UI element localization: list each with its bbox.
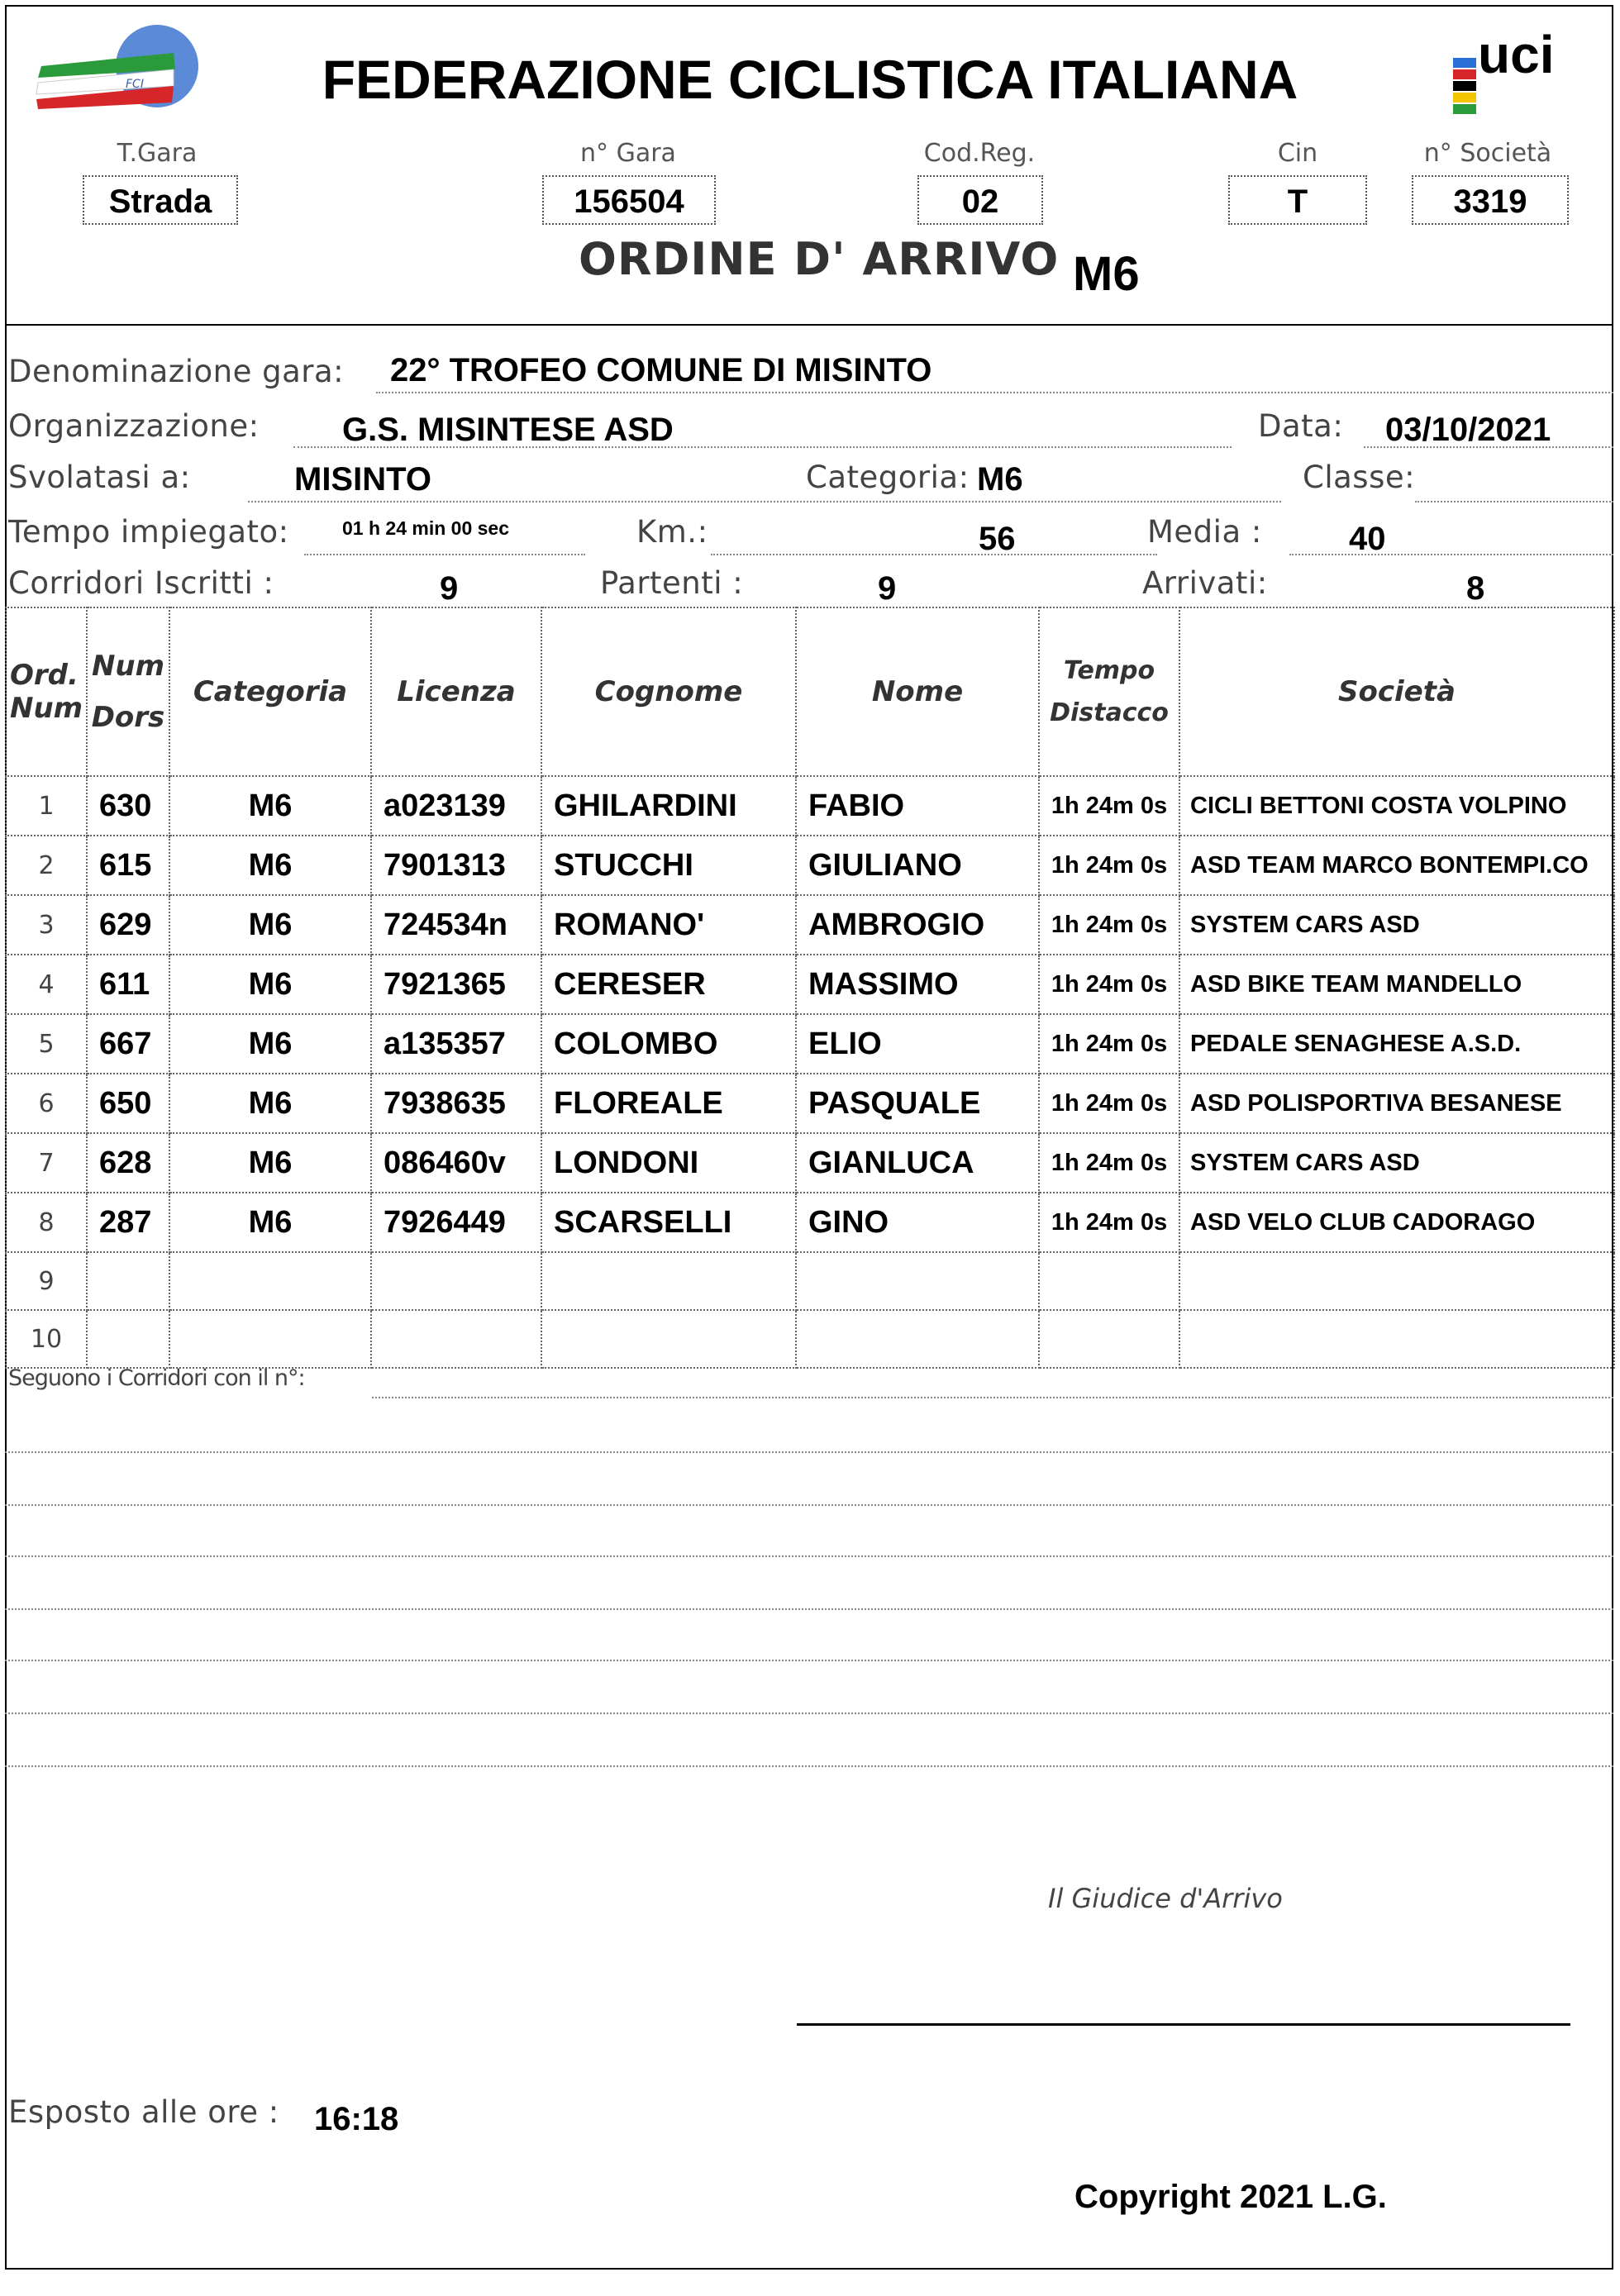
iscritti-label: Corridori Iscritti : bbox=[8, 565, 274, 601]
iscritti-value: 9 bbox=[440, 570, 459, 607]
data-label: Data: bbox=[1258, 408, 1344, 444]
km-line bbox=[711, 554, 1157, 555]
esposto-value: 16:18 bbox=[314, 2101, 399, 2137]
row-cognome-cell bbox=[541, 1310, 796, 1368]
esposto-label: Esposto alle ore : bbox=[8, 2094, 279, 2130]
svolatasi-value: MISINTO bbox=[294, 461, 431, 498]
seguono-line-6 bbox=[5, 1660, 1613, 1661]
row-categoria-cell bbox=[169, 1310, 371, 1368]
n-societa-label: n° Società bbox=[1423, 139, 1552, 168]
page-title: FEDERAZIONE CICLISTICA ITALIANA bbox=[322, 49, 1298, 110]
partenti-label: Partenti : bbox=[600, 565, 744, 601]
row-tempo-cell: 1h 24m 0s bbox=[1039, 1193, 1179, 1252]
n-societa-value: 3319 bbox=[1412, 175, 1569, 225]
row-nome-cell: AMBROGIO bbox=[796, 895, 1039, 955]
media-label: Media : bbox=[1147, 514, 1262, 550]
row-num-cell: 650 bbox=[87, 1074, 169, 1133]
row-societa-cell: SYSTEM CARS ASD bbox=[1179, 1133, 1614, 1193]
table-row bbox=[6, 895, 1614, 955]
row-categoria-cell: M6 bbox=[169, 1074, 371, 1133]
seguono-label: Seguono i Corridori con il n°: bbox=[8, 1365, 305, 1391]
denominazione-label: Denominazione gara: bbox=[8, 354, 345, 389]
row-licenza-cell: a023139 bbox=[371, 776, 541, 836]
row-categoria-cell: M6 bbox=[169, 955, 371, 1014]
denominazione-value: 22° TROFEO COMUNE DI MISINTO bbox=[390, 352, 932, 388]
header-societa: Società bbox=[1179, 607, 1614, 776]
row-licenza-cell: a135357 bbox=[371, 1014, 541, 1074]
classe-line bbox=[1415, 501, 1613, 503]
row-licenza-cell bbox=[371, 1310, 541, 1368]
seguono-line-2 bbox=[5, 1451, 1613, 1453]
row-cognome-cell: ROMANO' bbox=[541, 895, 796, 955]
partenti-value: 9 bbox=[878, 570, 897, 607]
row-num-cell: 287 bbox=[87, 1193, 169, 1252]
row-societa-cell: ASD BIKE TEAM MANDELLO bbox=[1179, 955, 1614, 1014]
t-gara-value: Strada bbox=[83, 175, 238, 225]
categoria-label: Categoria: bbox=[806, 460, 970, 495]
row-cognome-cell: GHILARDINI bbox=[541, 776, 796, 836]
tempo-impiegato-value: 01 h 24 min 00 sec bbox=[342, 517, 510, 539]
denominazione-line bbox=[376, 392, 1613, 393]
tempo-impiegato-label: Tempo impiegato: bbox=[8, 514, 289, 550]
header-cognome: Cognome bbox=[541, 607, 796, 776]
seguono-line-7 bbox=[5, 1712, 1613, 1714]
categoria-value: M6 bbox=[977, 461, 1023, 498]
row-categoria-cell: M6 bbox=[169, 1014, 371, 1074]
row-ord-cell: 8 bbox=[6, 1193, 87, 1252]
cod-reg-value: 02 bbox=[917, 175, 1043, 225]
row-tempo-cell: 1h 24m 0s bbox=[1039, 1133, 1179, 1193]
seguono-line-5 bbox=[5, 1608, 1613, 1610]
km-label: Km.: bbox=[636, 514, 708, 550]
svolatasi-line bbox=[248, 501, 1281, 503]
table-row bbox=[6, 1310, 1614, 1368]
arrivati-label: Arrivati: bbox=[1142, 565, 1268, 601]
row-tempo-cell bbox=[1039, 1252, 1179, 1310]
organizzazione-label: Organizzazione: bbox=[8, 408, 260, 444]
header-nome: Nome bbox=[796, 607, 1039, 776]
row-num-cell: 611 bbox=[87, 955, 169, 1014]
results-table bbox=[5, 607, 1615, 1369]
giudice-label: Il Giudice d'Arrivo bbox=[1048, 1883, 1283, 1914]
row-nome-cell: PASQUALE bbox=[796, 1074, 1039, 1133]
row-ord-cell: 4 bbox=[6, 955, 87, 1014]
row-tempo-cell: 1h 24m 0s bbox=[1039, 776, 1179, 836]
header-categoria: Categoria bbox=[169, 607, 371, 776]
header-divider bbox=[5, 324, 1613, 326]
row-societa-cell: PEDALE SENAGHESE A.S.D. bbox=[1179, 1014, 1614, 1074]
row-num-cell bbox=[87, 1252, 169, 1310]
media-value: 40 bbox=[1349, 521, 1386, 557]
row-nome-cell bbox=[796, 1252, 1039, 1310]
data-line bbox=[1364, 446, 1613, 448]
n-gara-label: n° Gara bbox=[580, 139, 676, 168]
row-categoria-cell: M6 bbox=[169, 1193, 371, 1252]
row-cognome-cell: CERESER bbox=[541, 955, 796, 1014]
row-licenza-cell: 7938635 bbox=[371, 1074, 541, 1133]
table-header-row bbox=[6, 607, 1614, 776]
row-societa-cell: ASD TEAM MARCO BONTEMPI.CO bbox=[1179, 836, 1614, 895]
row-num-cell: 629 bbox=[87, 895, 169, 955]
row-societa-cell: SYSTEM CARS ASD bbox=[1179, 895, 1614, 955]
row-licenza-cell: 7921365 bbox=[371, 955, 541, 1014]
row-ord-cell: 2 bbox=[6, 836, 87, 895]
n-gara-value: 156504 bbox=[542, 175, 716, 225]
row-tempo-cell bbox=[1039, 1310, 1179, 1368]
cod-reg-label: Cod.Reg. bbox=[923, 139, 1036, 168]
media-line bbox=[1289, 554, 1613, 555]
table-row bbox=[6, 1074, 1614, 1133]
row-cognome-cell: FLOREALE bbox=[541, 1074, 796, 1133]
row-licenza-cell: 724534n bbox=[371, 895, 541, 955]
row-num-cell: 630 bbox=[87, 776, 169, 836]
cin-label: Cin bbox=[1277, 139, 1318, 168]
document-subtitle: ORDINE D' ARRIVO bbox=[579, 233, 1060, 285]
row-tempo-cell: 1h 24m 0s bbox=[1039, 836, 1179, 895]
row-categoria-cell: M6 bbox=[169, 836, 371, 895]
row-tempo-cell: 1h 24m 0s bbox=[1039, 955, 1179, 1014]
row-nome-cell: ELIO bbox=[796, 1014, 1039, 1074]
arrivati-value: 8 bbox=[1466, 570, 1485, 607]
row-societa-cell bbox=[1179, 1310, 1614, 1368]
row-categoria-cell bbox=[169, 1252, 371, 1310]
row-ord-cell: 1 bbox=[6, 776, 87, 836]
table-row bbox=[6, 776, 1614, 836]
table-row bbox=[6, 836, 1614, 895]
table-row bbox=[6, 1133, 1614, 1193]
row-nome-cell: FABIO bbox=[796, 776, 1039, 836]
row-ord-cell: 10 bbox=[6, 1310, 87, 1368]
row-nome-cell: GINO bbox=[796, 1193, 1039, 1252]
header-ord-num: Ord. Num bbox=[6, 607, 87, 776]
row-nome-cell bbox=[796, 1310, 1039, 1368]
tempo-line bbox=[304, 554, 585, 555]
row-cognome-cell: STUCCHI bbox=[541, 836, 796, 895]
table-row bbox=[6, 1014, 1614, 1074]
row-societa-cell: ASD VELO CLUB CADORAGO bbox=[1179, 1193, 1614, 1252]
data-value: 03/10/2021 bbox=[1385, 412, 1551, 448]
header-licenza: Licenza bbox=[371, 607, 541, 776]
row-ord-cell: 6 bbox=[6, 1074, 87, 1133]
seguono-line-8 bbox=[5, 1765, 1613, 1767]
organizzazione-value: G.S. MISINTESE ASD bbox=[342, 412, 674, 448]
row-tempo-cell: 1h 24m 0s bbox=[1039, 1074, 1179, 1133]
category-heading: M6 bbox=[1073, 247, 1140, 301]
row-licenza-cell bbox=[371, 1252, 541, 1310]
row-cognome-cell bbox=[541, 1252, 796, 1310]
organizzazione-line bbox=[293, 446, 1232, 448]
row-ord-cell: 7 bbox=[6, 1133, 87, 1193]
header-num-dors: Num Dors bbox=[87, 607, 169, 776]
table-row bbox=[6, 1252, 1614, 1310]
row-categoria-cell: M6 bbox=[169, 895, 371, 955]
row-num-cell: 628 bbox=[87, 1133, 169, 1193]
row-nome-cell: GIANLUCA bbox=[796, 1133, 1039, 1193]
signature-line bbox=[797, 2023, 1570, 2026]
row-societa-cell: CICLI BETTONI COSTA VOLPINO bbox=[1179, 776, 1614, 836]
row-num-cell: 667 bbox=[87, 1014, 169, 1074]
row-licenza-cell: 086460v bbox=[371, 1133, 541, 1193]
row-ord-cell: 9 bbox=[6, 1252, 87, 1310]
row-categoria-cell: M6 bbox=[169, 776, 371, 836]
row-num-cell bbox=[87, 1310, 169, 1368]
row-cognome-cell: COLOMBO bbox=[541, 1014, 796, 1074]
km-value: 56 bbox=[979, 521, 1016, 557]
seguono-line-3 bbox=[5, 1504, 1613, 1506]
row-cognome-cell: SCARSELLI bbox=[541, 1193, 796, 1252]
table-row bbox=[6, 1193, 1614, 1252]
row-ord-cell: 3 bbox=[6, 895, 87, 955]
row-nome-cell: MASSIMO bbox=[796, 955, 1039, 1014]
t-gara-label: T.Gara bbox=[117, 139, 198, 168]
row-licenza-cell: 7901313 bbox=[371, 836, 541, 895]
svolatasi-label: Svolatasi a: bbox=[8, 460, 191, 495]
copyright: Copyright 2021 L.G. bbox=[1074, 2179, 1387, 2215]
row-nome-cell: GIULIANO bbox=[796, 836, 1039, 895]
table-row bbox=[6, 955, 1614, 1014]
header-tempo-distacco: Tempo Distacco bbox=[1039, 607, 1179, 776]
row-ord-cell: 5 bbox=[6, 1014, 87, 1074]
row-cognome-cell: LONDONI bbox=[541, 1133, 796, 1193]
row-societa-cell bbox=[1179, 1252, 1614, 1310]
row-num-cell: 615 bbox=[87, 836, 169, 895]
row-tempo-cell: 1h 24m 0s bbox=[1039, 895, 1179, 955]
seguono-line-4 bbox=[5, 1555, 1613, 1557]
row-societa-cell: ASD POLISPORTIVA BESANESE bbox=[1179, 1074, 1614, 1133]
row-categoria-cell: M6 bbox=[169, 1133, 371, 1193]
classe-label: Classe: bbox=[1303, 460, 1416, 495]
fci-logo-text: FCI bbox=[126, 78, 144, 91]
cin-value: T bbox=[1228, 175, 1367, 225]
uci-logo-text: uci bbox=[1478, 25, 1555, 84]
row-licenza-cell: 7926449 bbox=[371, 1193, 541, 1252]
row-tempo-cell: 1h 24m 0s bbox=[1039, 1014, 1179, 1074]
seguono-line bbox=[372, 1397, 1613, 1398]
